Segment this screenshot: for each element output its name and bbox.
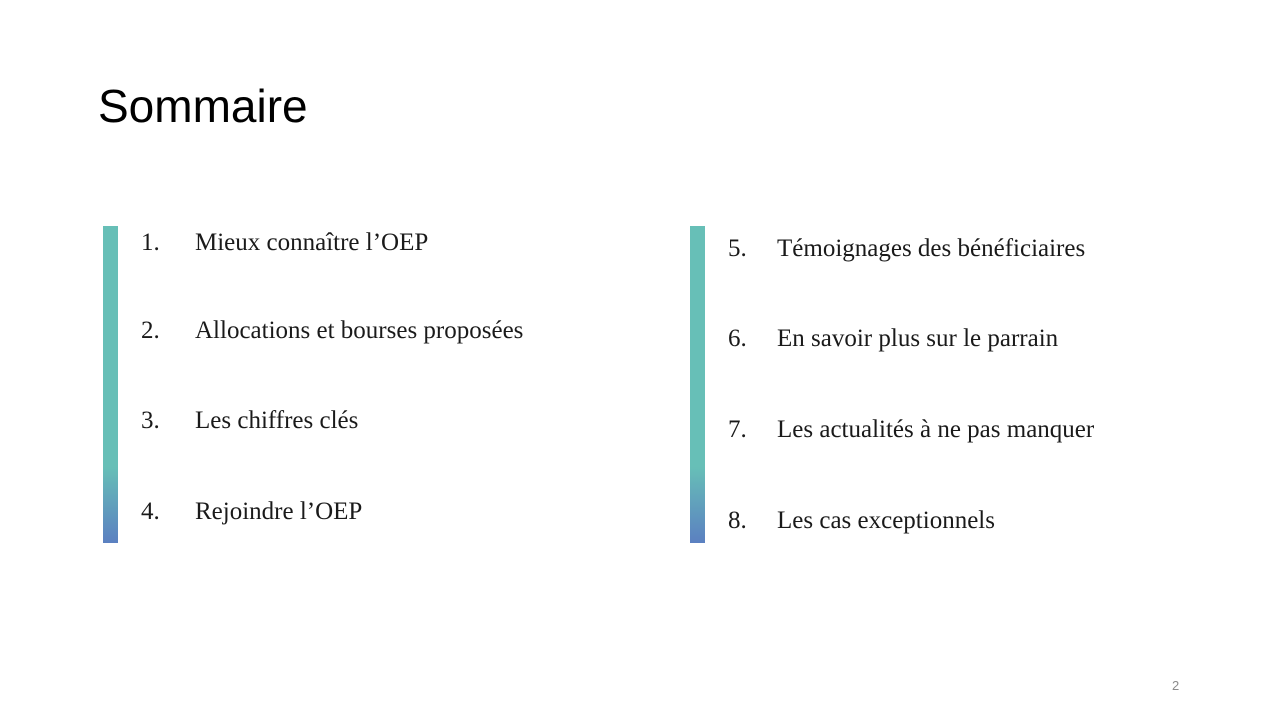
summary-item-number: 7. — [728, 416, 747, 443]
summary-item-label: Mieux connaître l’OEP — [195, 229, 429, 256]
summary-item-label: En savoir plus sur le parrain — [777, 325, 1059, 352]
summary-item-number: 8. — [728, 507, 747, 534]
summary-item-number: 2. — [141, 317, 160, 344]
summary-item-label: Témoignages des bénéficiaires — [777, 235, 1086, 262]
summary-item-number: 4. — [141, 498, 160, 525]
accent-bar-left — [103, 226, 118, 543]
summary-item-number: 5. — [728, 235, 747, 262]
page-number: 2 — [1172, 678, 1180, 693]
summary-item-label: Les cas exceptionnels — [777, 507, 995, 534]
summary-column-right — [690, 226, 1210, 543]
slide-title: Sommaire — [98, 80, 308, 132]
summary-item-number: 1. — [141, 229, 160, 256]
summary-item-label: Allocations et bourses proposées — [195, 317, 524, 344]
summary-item-label: Les chiffres clés — [195, 407, 359, 434]
summary-column-left — [103, 226, 623, 543]
summary-item-label: Rejoindre l’OEP — [195, 498, 363, 525]
summary-item-label: Les actualités à ne pas manquer — [777, 416, 1095, 443]
summary-item-number: 3. — [141, 407, 160, 434]
accent-bar-right — [690, 226, 705, 543]
summary-item-number: 6. — [728, 325, 747, 352]
